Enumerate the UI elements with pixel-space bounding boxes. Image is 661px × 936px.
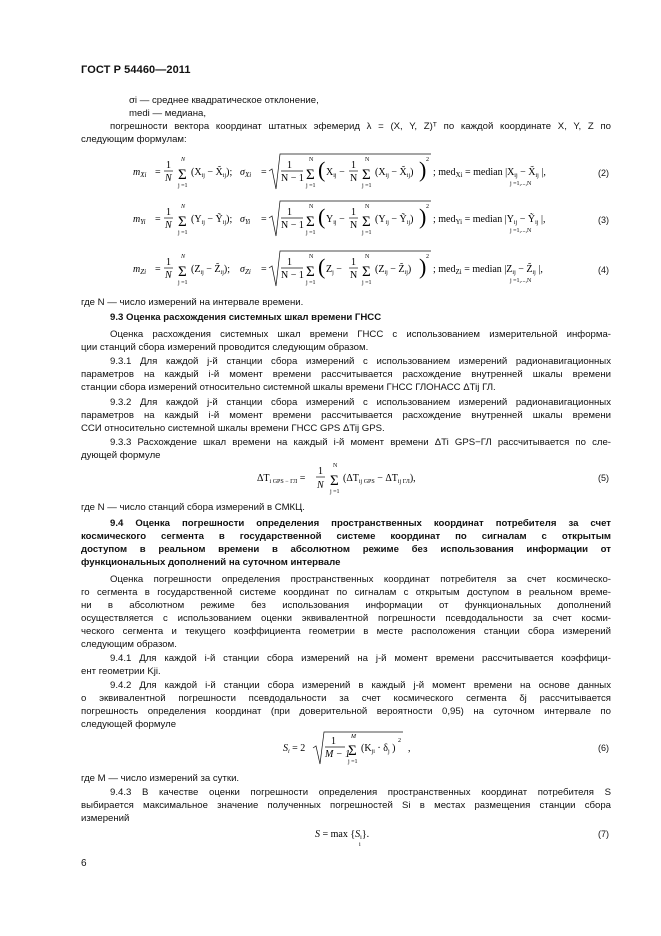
svg-text:N: N — [165, 270, 172, 281]
svg-text:(Zij − Z̃ij): ($Z_{ij}$ − $Z̃_{ij}$) — [375, 264, 412, 276]
paragraph-line: о эквивалентной погрешности псевдодальности за счет космического сегмента δj рассчитывается — [81, 693, 611, 704]
svg-text:(Kji · δj ): ($K_{ji} \cdot \delta_j$ ) — [361, 743, 396, 755]
page-number: 6 — [81, 858, 87, 869]
svg-text:Σ: Σ — [348, 743, 357, 759]
svg-text:Σ: Σ — [178, 167, 187, 183]
svg-text:N − 1: N − 1 — [281, 270, 304, 281]
svg-text:; medZi = median |Zij − Z̃ij |: ; med$_{Zi}$ = median $|Z_{ij}$ − $Z̃_{ij}$ |, — [433, 264, 543, 276]
svg-text:σYi: $\sigma_{Yi}$ — [240, 214, 251, 226]
paragraph-line: выбирается максимальное значение полученных погрешностей Si в местах размещения станции сбора — [81, 800, 611, 811]
svg-text:2: 2 — [426, 254, 429, 260]
svg-text:N: N — [365, 254, 370, 260]
section-heading-9-4: доступом в реальном времени в абсолютном режиме без использования информации от — [81, 544, 611, 555]
paragraph-line: измерений — [81, 813, 130, 824]
formula-number: (4) — [598, 265, 609, 275]
svg-text:N: N — [365, 204, 370, 210]
svg-text:1: 1 — [351, 160, 356, 171]
paragraph-line: ческого сегмента и текущего коэффициента геометрии в месте расположения станции сбора измерений — [81, 626, 611, 637]
where-n-stations: где N — число станций сбора измерений в СМКЦ. — [81, 502, 305, 513]
svg-text:σXi: $\sigma_{Xi}$ — [240, 167, 252, 179]
svg-text:N: N — [350, 220, 358, 231]
svg-text:=: = — [155, 264, 161, 275]
svg-text:σZi: $\sigma_{Zi}$ — [240, 264, 251, 276]
formula-number: (3) — [598, 215, 609, 225]
formula-number: (5) — [598, 473, 609, 483]
svg-text:j =1: j =1 — [306, 230, 316, 236]
svg-text:1: 1 — [287, 160, 292, 171]
svg-text:S = max {Si}.: $S = \max \{S_i\}$. — [315, 829, 370, 841]
svg-text:M − 1: M − 1 — [325, 749, 351, 760]
svg-text:Zj −: $Z_j$ − — [326, 264, 342, 276]
svg-text:j =1: j =1 — [306, 280, 316, 286]
svg-text:1: 1 — [351, 207, 356, 218]
svg-text:j =1: j =1 — [178, 230, 188, 236]
svg-text:N: N — [181, 254, 186, 260]
paragraph-line: 9.4.1 Для каждой i-й станции сбора измерений на j-й момент времени рассчитывается коэффици- — [110, 653, 611, 664]
paragraph-line: Оценка расхождения системных шкал времени ГНСС с использованием измерительной информа- — [110, 329, 611, 340]
where-n-time: где N — число измерений на интервале времени. — [81, 297, 304, 308]
paragraph-line: ни в абсолютном режиме без использования информации от функциональных дополнений — [81, 600, 611, 611]
svg-text:1: 1 — [166, 160, 171, 171]
svg-text:N: N — [309, 157, 314, 163]
svg-text:mXi: $m_{Xi}$ — [133, 167, 147, 179]
svg-text:j =1,...,N: j =1,...,N — [510, 228, 532, 234]
svg-text:j =1: j =1 — [362, 183, 372, 189]
svg-text:,: , — [408, 743, 411, 754]
svg-text:Xij −: $X_{ij}$ − — [326, 167, 345, 179]
page-header: ГОСТ Р 54460—2011 — [81, 64, 191, 76]
svg-text:(: ( — [318, 157, 326, 182]
svg-text:mYi: $m_{Yi}$ — [133, 214, 146, 226]
svg-text:N: N — [181, 204, 186, 210]
paragraph-line: го сегмента в государственной системе координат по сигналам с открытым доступом в реальном време- — [81, 587, 611, 598]
svg-text:=: = — [155, 167, 161, 178]
svg-text:1: 1 — [166, 207, 171, 218]
svg-text:i: i — [359, 842, 361, 848]
svg-text:1: 1 — [287, 257, 292, 268]
paragraph-line: станции сбора измерений относительно системной шкалы времени ГНСС ГЛОНАСС ΔTij ГЛ. — [81, 382, 496, 393]
svg-text:Σ: Σ — [306, 167, 315, 183]
svg-text:Σ: Σ — [362, 214, 371, 230]
svg-text:j =1: j =1 — [362, 280, 372, 286]
svg-text:=: = — [261, 167, 267, 178]
svg-text:N: N — [333, 463, 338, 469]
paragraph-line: дующей формуле — [81, 450, 161, 461]
formula-6 — [283, 730, 463, 766]
svg-text:j =1,...,N: j =1,...,N — [510, 181, 532, 187]
svg-text:Yij −: $Y_{ij}$ − — [326, 214, 345, 226]
svg-text:N: N — [365, 157, 370, 163]
svg-text:j =1: j =1 — [306, 183, 316, 189]
svg-text:; medXi = median |Xij − X̃ij |: ; med$_{Xi}$ = median $|X_{ij}$ − $X̃_{ij}$ |, — [433, 167, 546, 179]
section-heading-9-4: функциональных дополнений на суточном интервале — [81, 557, 341, 568]
svg-text:(Zij − Z̃ij);: ($Z_{ij}$ − $Z̃_{ij}$); — [191, 264, 230, 276]
svg-text:1: 1 — [318, 466, 323, 477]
paragraph-line: осуществляется с использованием оценки эквивалентной погрешности псевдодальности за счет косми- — [81, 613, 611, 624]
svg-text:N: N — [309, 204, 314, 210]
paragraph-line: 9.3.2 Для каждой j-й станции сбора измерений с использованием измерений радионавигационных — [110, 397, 611, 408]
svg-text:Σ: Σ — [178, 214, 187, 230]
where-m: где M — число измерений за сутки. — [81, 773, 240, 784]
svg-text:(Xij − X̃ij);: ($X_{ij}$ − $X̃_{ij}$); — [191, 167, 233, 179]
svg-text:N: N — [309, 254, 314, 260]
svg-text:1: 1 — [351, 257, 356, 268]
svg-text:j =1: j =1 — [178, 280, 188, 286]
svg-text:N: N — [165, 173, 172, 184]
svg-text:(Yij − Ỹij);: ($Y_{ij}$ − Ỹ$_{ij}$); — [191, 214, 233, 226]
paragraph-line: ции станций сбора измерений проводится следующим образом. — [81, 342, 369, 353]
svg-text:(: ( — [318, 204, 326, 229]
svg-text:(ΔTij GPS − ΔTij ГЛ),: $(\Delta T_{ij GPS} - \Delta T_{ij ГЛ})$, — [343, 473, 416, 485]
svg-text:j =1: j =1 — [362, 230, 372, 236]
svg-text:Σ: Σ — [362, 167, 371, 183]
formula-3 — [133, 200, 593, 240]
svg-text:N: N — [165, 220, 172, 231]
svg-text:Σ: Σ — [330, 473, 339, 489]
svg-text:2: 2 — [398, 738, 401, 744]
svg-text:Si = 2: $S_i = 2$ — [283, 743, 306, 755]
svg-text:1: 1 — [287, 207, 292, 218]
formula-number: (2) — [598, 168, 609, 178]
paragraph-line: следующим образом. — [81, 639, 177, 650]
paragraph-line: параметров на каждый i-й момент времени рассчитывается расхождение внутренней шкалы времени — [81, 410, 611, 421]
svg-text:N − 1: N − 1 — [281, 220, 304, 231]
svg-text:j =1: j =1 — [348, 759, 358, 765]
paragraph-line: 9.4.2 Для каждой i-й станции сбора измерений в каждый j-й момент времени на основе данных — [110, 680, 611, 691]
svg-text:(: ( — [318, 254, 326, 279]
paragraph-line: 9.3.3 Расхождение шкал времени на каждый i-й момент времени ΔTi GPS−ГЛ рассчитывается по сле- — [110, 437, 611, 448]
paragraph-line: 9.4.3 В качестве оценки погрешности определения пространственных координат потребителя S — [110, 787, 611, 798]
svg-text:M: M — [351, 734, 356, 740]
svg-text:N: N — [350, 270, 358, 281]
svg-text:Σ: Σ — [362, 264, 371, 280]
svg-text:): ) — [419, 157, 427, 182]
section-heading-9-3: 9.3 Оценка расхождения системных шкал времени ГНСС — [110, 312, 382, 323]
paragraph-line: следующей формуле — [81, 719, 177, 730]
definition-sigma: σi — среднее квадратическое отклонение, — [129, 95, 319, 106]
svg-text:1: 1 — [166, 257, 171, 268]
svg-text:(Xij − X̃ij): ($X_{ij}$ − $X̃_{ij}$) — [375, 167, 414, 179]
svg-text:j =1: j =1 — [178, 183, 188, 189]
paragraph-line: ССИ относительно системной шкалы времени ГНСС GPS ΔTij GPS. — [81, 423, 385, 434]
svg-text:ΔTi GPS − ГЛ =: $\Delta T_{i GPS - ГЛ}$ = — [257, 473, 306, 485]
formula-number: (7) — [598, 829, 609, 839]
svg-text:j =1,...,N: j =1,...,N — [510, 278, 532, 284]
svg-text:; medYi = median |Yij − Ỹij |,: ; med$_{Yi}$ = median $|Y_{ij}$ − Ỹ$_{ij}$ |, — [433, 214, 546, 226]
paragraph-line: Оценка погрешности определения пространственных координат потребителя за счет космическо- — [110, 574, 611, 585]
paragraph-line: погрешности вектора координат штатных эфемерид λ = (X, Y, Z)ᵀ по каждой координате X, Y, Z по — [110, 121, 611, 132]
svg-text:N − 1: N − 1 — [281, 173, 304, 184]
svg-text:2: 2 — [426, 204, 429, 210]
formula-4 — [133, 250, 593, 290]
formula-7 — [315, 826, 395, 850]
svg-text:mZi: $m_{Zi}$ — [133, 264, 147, 276]
paragraph-line: ент геометрии Kji. — [81, 666, 161, 677]
section-heading-9-4: космического сегмента в государственной системе координат по сигналам с открытым — [81, 531, 611, 542]
svg-text:Σ: Σ — [178, 264, 187, 280]
section-heading-9-4: 9.4 Оценка погрешности определения пространственных координат потребителя за счет — [110, 518, 611, 529]
svg-text:(Yij − Ỹij): ($Y_{ij}$ − Ỹ$_{ij}$) — [375, 214, 414, 226]
svg-text:N: N — [181, 157, 186, 163]
svg-text:N: N — [317, 480, 324, 491]
formula-5 — [257, 462, 487, 496]
paragraph-line: следующим формулам: — [81, 134, 187, 145]
paragraph-line: 9.3.1 Для каждой j-й станции сбора измерений с использованием измерений радионавигационных — [110, 356, 611, 367]
definition-median: medi — медиана, — [129, 108, 207, 119]
svg-text:N: N — [350, 173, 358, 184]
svg-text:): ) — [419, 254, 427, 279]
svg-text:=: = — [261, 214, 267, 225]
svg-text:): ) — [419, 204, 427, 229]
paragraph-line: параметров на каждый i-й момент времени рассчитывается расхождение внутренней шкалы времени — [81, 369, 611, 380]
svg-text:=: = — [261, 264, 267, 275]
svg-text:Σ: Σ — [306, 214, 315, 230]
svg-text:j =1: j =1 — [330, 489, 340, 495]
svg-text:1: 1 — [331, 736, 336, 747]
formula-2 — [133, 153, 593, 193]
svg-text:2: 2 — [426, 157, 429, 163]
svg-text:=: = — [155, 214, 161, 225]
formula-number: (6) — [598, 743, 609, 753]
svg-text:Σ: Σ — [306, 264, 315, 280]
paragraph-line: погрешность определения координат (при доверительной вероятности 0,95) на суточном интервале по — [81, 706, 611, 717]
